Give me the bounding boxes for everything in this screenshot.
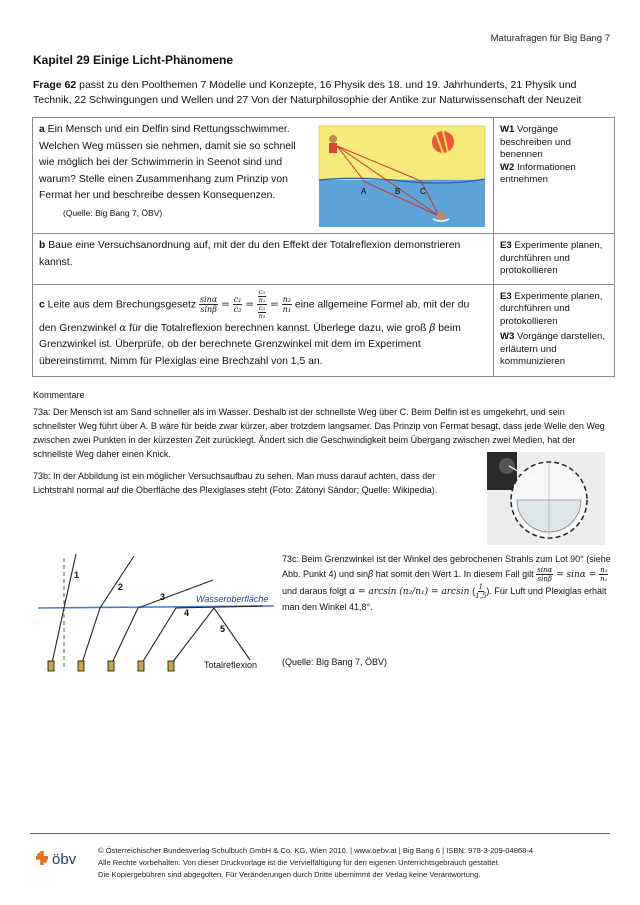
label-a: A [361,187,367,196]
comp-code: E3 [500,290,512,302]
comment-73c-source: (Quelle: Big Bang 7, ÖBV) [282,657,388,667]
task-a-letter: a [39,124,45,135]
task-row-b [33,234,615,285]
fraction-n-ratio: $\frac{\text{n₂}}{\text{n₁}}$ [600,566,608,583]
logo-star [36,851,48,865]
task-b-text: Baue eine Versuchsanordnung auf, mit der du den Effekt der Totalreflexion demonstrieren kannst. [39,240,461,268]
fraction-one: $\frac{1}{1,5}$ [475,583,487,600]
fraction-compound: $\frac{\frac{\text{c₀}}{\text{n₁}}}{\frac{\text{c₀}}{\text{n₂}}}$ [258,287,266,320]
fraction-sin: $\frac{\sin\alpha}{\sin\beta}$ [200,294,218,314]
task-c-text-end: beim Grenzwinkel ist. Überprüfe, ob der berechnete Grenzwinkel mit dem im Experiment übereinstimmt. Nimm für Plexiglas eine Brechzahl von 1,5 an. [39,322,461,367]
oebv-logo [32,848,92,868]
comment-73b: 73b: In der Abbildung ist ein möglicher Versuchsaufbau zu sehen. Man muss darauf achten, dass der Lichtstrahl normal auf die Oberfläche des Plexiglases steht (Foto: Zátonyi Sándor; Quelle: Wikipedia). [33,471,438,495]
comp-code: W2 [500,161,515,173]
question-text: passt zu den Poolthemen 7 Modelle und Konzepte, 16 Physik des 18. und 19. Jahrhunderts, 21 Physik und Technik, 22 Schwingungen und Wellen und 27 Von der Naturphilosophie der Antike zur Naturwissenschaft der Neuzeit [33,79,582,106]
comp-text: Vorgänge darstellen, erläutern und kommunizieren [500,331,606,367]
task-a-cell [33,118,494,234]
fraction-c: $\frac{\text{c₁}}{\text{c₂}}$ [233,294,242,314]
num-4: 4 [184,608,190,618]
lifeguard-illustration [317,124,487,229]
task-a-source: (Quelle: Big Bang 7, ÖBV) [63,207,163,218]
task-b-cell [33,234,494,285]
lamp-3 [108,661,114,671]
task-c-competences [494,284,615,376]
lamp-4 [138,661,144,671]
question-label: Frage 62 [33,79,77,91]
lamp-2 [78,661,84,671]
question-intro [33,78,613,108]
comp-text: Experimente planen, durchführen und protokollieren [500,240,603,276]
num-2: 2 [118,582,124,592]
ray-2 [82,556,134,663]
label-c: C [420,187,426,196]
footer-line-1: © Österreichischer Bundesverlag Schulbuch GmbH & Co. KG, Wien 2010. | www.oebv.at | Big Bang 6 | ISBN: 978-3-209-04868-4 [98,846,534,855]
task-row-a [33,118,615,234]
label-surface: Wasseroberfläche [196,594,269,604]
task-a-competences [494,118,615,234]
comp-text: Vorgänge beschreiben und benennen [500,124,571,160]
water-area [319,180,485,227]
total-reflection-diagram [38,548,274,676]
sand-area [319,126,485,180]
label-total: Totalreflexion [204,660,258,670]
label-b: B [395,187,401,196]
logo-text: öbv [52,851,77,868]
plexiglass-photo [487,452,605,545]
task-b-competences [494,234,615,285]
comp-text: Informationen entnehmen [500,161,576,185]
task-row-c [33,284,615,376]
lamp-1 [48,661,54,671]
comments-title: Kommentare [33,390,85,400]
task-c-text-pre: Leite aus dem Brechungsgesetz [44,298,200,310]
num-5: 5 [220,624,226,634]
lifeguard-figure [329,135,337,153]
footer [98,845,533,881]
task-table [32,117,615,377]
fraction-sin-ratio: $\frac{\sin\alpha}{\sin\beta}$ [537,566,553,583]
task-c-cell: c Leite aus dem Brechungsgesetz $\frac{\sin\alpha}{\sin\beta}$ = $\frac{\text{c₁}}{\text{c₂}}$ = $\frac{\frac{\text{c₀}}{\text{n₁}}}{\frac{\text{c₀}}{\text{n₂}}}$ = $\frac{\text{n₂}}{\text{n₁}}$ eine allgemeine Formel ab, mit der du den Grenzwinkel α für die Totalreflexion berechnen kannst. Überlege dazu, wie groß β beim Grenzwinkel ist. Überprüfe, ob der berechnete Grenzwinkel mit dem im Experiment übereinstimmt. Nimm für Plexiglas eine Brechzahl von 1,5 an. [33,284,494,376]
task-a-text: Ein Mensch und ein Delfin sind Rettungsschwimmer. Welchen Weg müssen sie nehmen, damit sie so schnell wie möglich bei der Schwimmerin in Seenot sind und warum? Stelle einen Zusammenhang zum Prinzip von Fermat her und beschreibe dessen Konsequenzen. [39,124,296,201]
comp-code: E3 [500,240,512,251]
task-c-text-post: eine allgemeine Formel ab, mit der du den Grenzwinkel [39,298,470,334]
fraction-n: $\frac{\text{n₂}}{\text{n₁}}$ [282,294,292,314]
task-b-letter: b [39,240,46,251]
comment-73a: 73a: Der Mensch ist am Sand schneller als im Wasser. Deshalb ist der schnellste Weg über C. Beim Delfin ist es umgekehrt, und sein schnellster Weg führt über A. B wäre für beide zwar kürzer, aber trotzdem langsamer. Das Prinzip von Fermat besagt, dass jede Welle den Weg zwischen zwei Punkten in der kürzesten Zeit zurücklegt. Ändert sich die Geschwindigkeit beim Übergang zwischen zwei Medien, hat der schnellste Weg daher einen Knick. [33,407,605,459]
num-3: 3 [160,592,166,602]
footer-line-2: Alle Rechte vorbehalten. Von dieser Druckvorlage ist die Vervielfältigung für den eigenen Unterrichtsgebrauch gestattet. [98,858,500,867]
ray-4 [142,606,263,663]
laser-pointer [499,458,515,474]
chapter-title: Kapitel 29 Einige Licht-Phänomene [33,53,234,67]
task-c-text-mid: für die Totalreflexion berechnen kannst. Überlege dazu, wie groß [126,322,430,334]
running-header: Maturafragen für Big Bang 7 [490,33,610,44]
comp-text: Experimente planen, durchführen und protokollieren [500,290,603,327]
task-c-letter: c [39,298,45,310]
comment-73c: 73c: Beim Grenzwinkel ist der Winkel des gebrochenen Strahls zum Lot 90° (siehe Abb. Punkt 4) und sinβ hat somit den Wert 1. In diesem Fall gilt $\frac{\sin\alpha}{\sin\beta}$ = sinα = $\frac{\text{n₂}}{\text{n₁}}$ und daraus folgt α = arcsin (n₂/n₁) = arcsin ( $\frac{1}{1,5}$ ). Für Luft und Plexiglas erhält man den Winkel 41,8°. [282,554,611,612]
footer-rule [30,833,610,834]
num-1: 1 [74,570,80,580]
lamp-5 [168,661,174,671]
comp-code: W3 [500,331,515,342]
footer-line-3: Die Kopiergebühren sind abgegolten. Für Veränderungen durch Dritte übernimmt der Verlag keine Verantwortung. [98,870,481,879]
comp-code: W1 [500,124,515,135]
